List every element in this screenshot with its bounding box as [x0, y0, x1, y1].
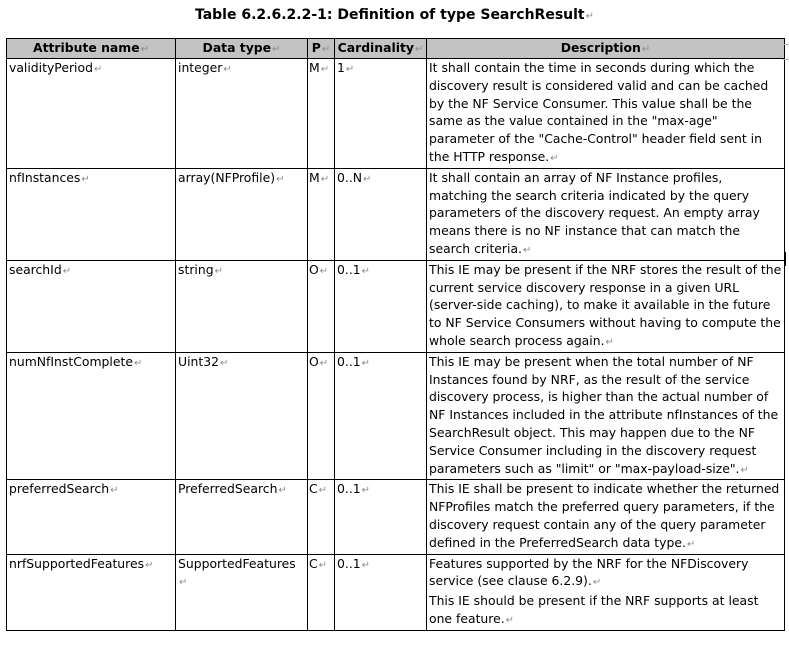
cardinality-cell: 0..1↵ [335, 480, 427, 554]
type-cell: integer↵ [176, 59, 308, 169]
type-cell: array(NFProfile)↵ [176, 168, 308, 260]
description-cell: It shall contain an array of NF Instance profiles, matching the search criteria indicated by the query parameters of the discovery request. An empty array means there is no NF instance that can match the search criteria.↵ [427, 168, 785, 260]
table-row [7, 480, 785, 554]
table-row [7, 260, 785, 352]
table-caption: Table 6.2.6.2.2-1: Definition of type SearchResult↵ [194, 7, 595, 23]
cardinality-cell: 0..1↵ [335, 352, 427, 480]
presence-cell: M↵ [308, 59, 335, 169]
table-row [7, 554, 785, 630]
table-row [7, 168, 785, 260]
header-description: Description↵ [427, 39, 785, 59]
type-cell: Uint32↵ [176, 352, 308, 480]
cardinality-cell: 0..1↵ [335, 260, 427, 352]
header-data-type: Data type↵ [176, 39, 308, 59]
cardinality-cell: 0..1↵ [335, 554, 427, 630]
attribute-cell: nrfSupportedFeatures↵ [7, 554, 176, 630]
description-cell: This IE may be present when the total number of NF Instances found by NRF, as the result of the service discovery process, is higher than the actual number of NF Instances included in the attribute nfInstances of the SearchResult object. This may happen due to the NF Service Consumer including in the discovery request parameters such as "limit" or "max-payload-size".↵ [427, 352, 785, 480]
description-cell: It shall contain the time in seconds during which the discovery result is considered valid and can be cached by the NF Service Consumer. This value shall be the same as the value contained in the "max-age" parameter of the "Cache-Control" header field sent in the HTTP response.↵ [427, 59, 785, 169]
presence-cell: C↵ [308, 554, 335, 630]
header-presence: P↵ [308, 39, 335, 59]
table-row [7, 59, 785, 169]
description-cell: This IE may be present if the NRF stores the result of the current service discovery response in a given URL (server-side caching), to make it available in the future to NF Service Consumers without having to compute the whole search process again.↵ [427, 260, 785, 352]
type-cell: string↵ [176, 260, 308, 352]
header-attribute-name: Attribute name↵ [7, 39, 176, 59]
description-cell: Features supported by the NRF for the NFDiscovery service (see clause 6.2.9).↵ This IE should be present if the NRF supports at least one feature.↵ [427, 554, 785, 630]
row-end-marker [783, 44, 789, 60]
header-row [7, 39, 785, 59]
description-cell: This IE shall be present to indicate whether the returned NFProfiles match the preferred query parameters, if the discovery request contain any of the query parameter defined in the PreferredSearch data type.↵ [427, 480, 785, 554]
attribute-cell: numNfInstComplete↵ [7, 352, 176, 480]
definition-table [6, 38, 785, 631]
text-cursor [784, 252, 786, 266]
type-cell: SupportedFeatures↵ [176, 554, 308, 630]
table-row [7, 352, 785, 480]
paragraph-mark-icon: ↵ [585, 11, 595, 22]
cardinality-cell: 0..N↵ [335, 168, 427, 260]
attribute-cell: preferredSearch↵ [7, 480, 176, 554]
presence-cell: O↵ [308, 352, 335, 480]
presence-cell: O↵ [308, 260, 335, 352]
type-cell: PreferredSearch↵ [176, 480, 308, 554]
attribute-cell: validityPeriod↵ [7, 59, 176, 169]
presence-cell: C↵ [308, 480, 335, 554]
header-cardinality: Cardinality↵ [335, 39, 427, 59]
presence-cell: M↵ [308, 168, 335, 260]
cardinality-cell: 1↵ [335, 59, 427, 169]
attribute-cell: searchId↵ [7, 260, 176, 352]
attribute-cell: nfInstances↵ [7, 168, 176, 260]
